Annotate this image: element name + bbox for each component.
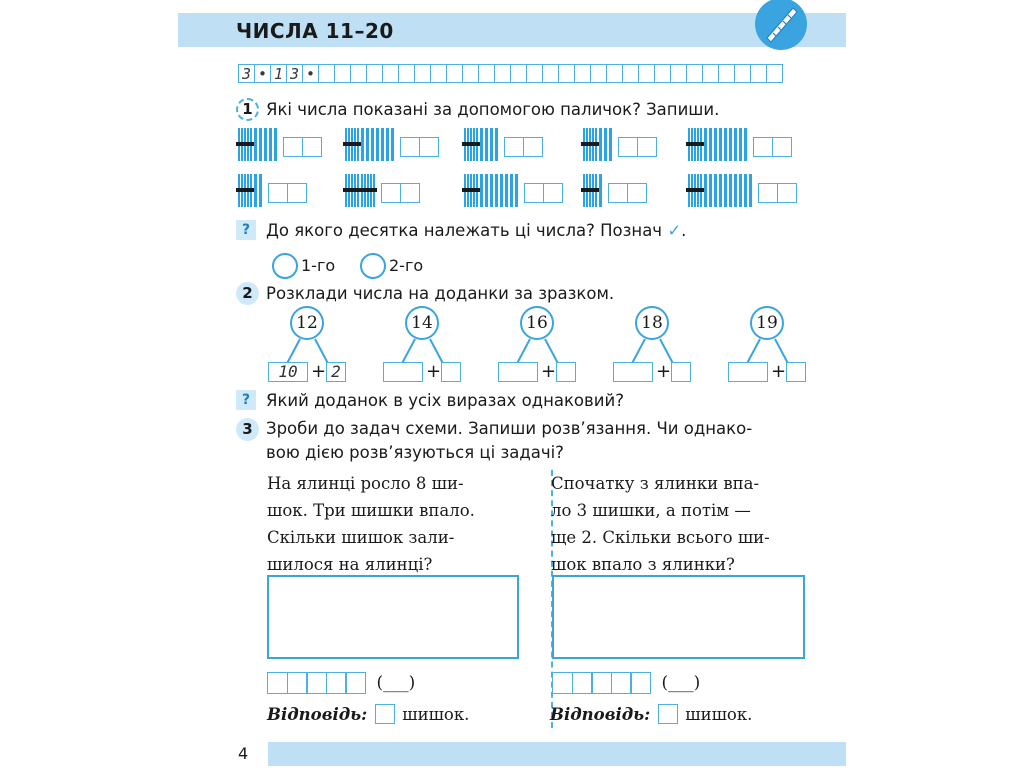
single-stick <box>490 128 493 161</box>
answer-box[interactable] <box>658 704 678 724</box>
option-1-radio[interactable] <box>272 253 298 279</box>
workbook-page <box>178 0 846 768</box>
answer-cells <box>608 183 645 203</box>
answer-cell[interactable] <box>543 183 563 203</box>
single-stick <box>485 128 488 161</box>
tree-left-box[interactable]: 10 <box>268 362 308 382</box>
stick-group <box>238 174 305 207</box>
answer-cell[interactable] <box>268 183 288 203</box>
stick-bundle <box>238 174 252 207</box>
answer-cell[interactable] <box>608 183 628 203</box>
single-stick <box>719 174 722 207</box>
grid-cell[interactable] <box>334 64 351 83</box>
answer-cell[interactable] <box>504 137 524 157</box>
grid-cell[interactable] <box>638 64 655 83</box>
problem-2-answer <box>550 704 752 724</box>
solution-cell[interactable] <box>326 672 347 694</box>
stick-bundle <box>464 174 478 207</box>
stick-group <box>688 128 790 161</box>
plus-sign: + <box>311 361 327 382</box>
stick-bundle <box>688 174 702 207</box>
tree-number: 18 <box>635 306 669 340</box>
single-stick <box>381 128 384 161</box>
single-stick <box>495 128 498 161</box>
problem-1-line: Скільки шишок зали- <box>267 528 455 547</box>
single-stick <box>739 174 742 207</box>
answer-cells <box>283 137 320 157</box>
solution-cell[interactable] <box>552 672 573 694</box>
single-stick <box>376 128 379 161</box>
single-stick <box>361 128 364 161</box>
task1-text: Які числа показані за допомогою паличок? Запиши. <box>266 100 720 119</box>
answer-cells <box>753 137 790 157</box>
single-stick <box>599 174 602 207</box>
plus-sign: + <box>656 361 672 382</box>
grid-cell[interactable] <box>574 64 591 83</box>
grid-cell[interactable] <box>702 64 719 83</box>
grid-cell[interactable]: 3 <box>286 64 303 83</box>
grid-cell[interactable]: • <box>302 64 319 83</box>
stick-bundle <box>238 128 252 161</box>
grid-cell[interactable] <box>366 64 383 83</box>
single-stick <box>254 174 257 207</box>
stick-group <box>583 128 655 161</box>
solution-cell[interactable] <box>591 672 612 694</box>
problem-2-line: шок впало з ялинки? <box>551 555 735 574</box>
number-tree <box>385 306 475 382</box>
answer-unit: шишок. <box>402 704 470 724</box>
answer-cell[interactable] <box>400 137 420 157</box>
answer-cell[interactable] <box>287 183 307 203</box>
stick-group <box>238 128 320 161</box>
tree-left-box[interactable] <box>383 362 423 382</box>
stick-group <box>345 128 437 161</box>
problem-2-text <box>551 470 805 578</box>
solution-cell[interactable] <box>611 672 632 694</box>
grid-cell[interactable] <box>318 64 335 83</box>
answer-cell[interactable] <box>758 183 778 203</box>
answer-label: Відповідь: <box>550 704 651 724</box>
answer-cell[interactable] <box>400 183 420 203</box>
option-1-label: 1-го <box>301 256 336 275</box>
problem-2-line: ще 2. Скільки всього ши- <box>551 528 770 547</box>
answer-cell[interactable] <box>523 137 543 157</box>
single-stick <box>709 174 712 207</box>
page-title: ЧИСЛА 11–20 <box>236 19 394 43</box>
grid-cell[interactable] <box>478 64 495 83</box>
single-stick <box>371 128 374 161</box>
single-stick <box>744 174 747 207</box>
grid-cell[interactable]: 1 <box>270 64 287 83</box>
answer-cell[interactable] <box>627 183 647 203</box>
grid-cell[interactable] <box>382 64 399 83</box>
tree-branch <box>746 339 761 365</box>
problem-2-line: Спочатку з ялинки впа- <box>551 474 760 493</box>
stick-bundle <box>345 128 359 161</box>
number-tree <box>730 306 820 382</box>
single-stick <box>604 128 607 161</box>
unit-blank: (___) <box>661 673 701 693</box>
grid-cell[interactable] <box>670 64 687 83</box>
question-badge: ? <box>236 390 256 410</box>
question1-label: До якого десятка належать ці числа? Познач <box>266 221 663 240</box>
single-stick <box>259 174 262 207</box>
grid-cell[interactable] <box>590 64 607 83</box>
tree-right-box[interactable] <box>786 362 806 382</box>
footer-band <box>268 742 846 766</box>
single-stick <box>500 174 503 207</box>
tree-number: 19 <box>750 306 784 340</box>
answer-cell[interactable] <box>772 137 792 157</box>
single-stick <box>729 174 732 207</box>
plus-sign: + <box>771 361 787 382</box>
stick-group <box>688 174 795 207</box>
grid-cell[interactable] <box>430 64 447 83</box>
plus-sign: + <box>426 361 442 382</box>
tree-right-box[interactable] <box>671 362 691 382</box>
question-badge: ? <box>236 220 256 240</box>
grid-cell[interactable] <box>622 64 639 83</box>
problem-1-line: шок. Три шишки впало. <box>267 501 475 520</box>
problem-1-answer <box>267 704 469 724</box>
single-stick <box>515 174 518 207</box>
single-stick <box>734 128 737 161</box>
single-stick <box>724 174 727 207</box>
grid-cell[interactable] <box>446 64 463 83</box>
single-stick <box>510 174 513 207</box>
task3-text-line1: Зроби до задач схеми. Запиши розв’язання. Чи однако- <box>266 419 753 438</box>
grid-cell[interactable] <box>462 64 479 83</box>
question2-text: Який доданок в усіх виразах однаковий? <box>266 391 624 410</box>
problem-1-solution-row <box>267 672 415 694</box>
tree-left-box[interactable] <box>613 362 653 382</box>
stick-bundle <box>345 174 359 207</box>
solution-cell[interactable] <box>287 672 308 694</box>
answer-cell[interactable] <box>381 183 401 203</box>
stick-bundle <box>583 128 597 161</box>
single-stick <box>391 128 394 161</box>
answer-unit: шишок. <box>685 704 753 724</box>
writing-practice-row <box>238 64 782 83</box>
tree-right-box[interactable] <box>441 362 461 382</box>
grid-cell[interactable] <box>606 64 623 83</box>
answer-cell[interactable] <box>618 137 638 157</box>
single-stick <box>599 128 602 161</box>
plus-sign: + <box>541 361 557 382</box>
task2-text: Розклади числа на доданки за зразком. <box>266 284 615 303</box>
stick-group <box>464 128 541 161</box>
single-stick <box>495 174 498 207</box>
solution-cell[interactable] <box>572 672 593 694</box>
single-stick <box>485 174 488 207</box>
task-number-badge: 2 <box>236 282 259 305</box>
single-stick <box>734 174 737 207</box>
single-stick <box>609 128 612 161</box>
question1-text <box>266 218 686 244</box>
single-stick <box>714 128 717 161</box>
single-stick <box>505 174 508 207</box>
stick-group <box>464 174 561 207</box>
solution-cell[interactable] <box>267 672 288 694</box>
single-stick <box>739 128 742 161</box>
answer-cells <box>758 183 795 203</box>
tree-number: 12 <box>290 306 324 340</box>
stick-bundle <box>361 174 375 207</box>
single-stick <box>480 174 483 207</box>
check-mark-icon: ✓ <box>667 221 682 240</box>
answer-cells <box>618 137 655 157</box>
single-stick <box>366 128 369 161</box>
grid-cell[interactable] <box>734 64 751 83</box>
answer-cells <box>381 183 418 203</box>
answer-cells <box>504 137 541 157</box>
single-stick <box>744 128 747 161</box>
grid-cell[interactable] <box>398 64 415 83</box>
problem-2-scheme-box[interactable] <box>552 575 805 659</box>
task-number-badge: 1 <box>236 98 259 121</box>
grid-cell[interactable]: 3 <box>238 64 255 83</box>
single-stick <box>729 128 732 161</box>
grid-cell[interactable]: • <box>254 64 271 83</box>
tree-branch <box>286 339 301 365</box>
unit-blank: (___) <box>376 673 416 693</box>
tree-right-box[interactable]: 2 <box>326 362 346 382</box>
task-number-badge: 3 <box>236 418 259 441</box>
tree-branch <box>401 339 416 365</box>
tree-right-box[interactable] <box>556 362 576 382</box>
answer-cell[interactable] <box>637 137 657 157</box>
grid-cell[interactable] <box>750 64 767 83</box>
option-2-radio[interactable] <box>360 253 386 279</box>
answer-cell[interactable] <box>302 137 322 157</box>
grid-cell[interactable] <box>510 64 527 83</box>
single-stick <box>264 128 267 161</box>
solution-cell[interactable] <box>630 672 651 694</box>
single-stick <box>724 128 727 161</box>
single-stick <box>259 128 262 161</box>
problem-1-line: На ялинці росло 8 ши- <box>267 474 464 493</box>
grid-cell[interactable] <box>526 64 543 83</box>
problem-1-line: шилося на ялинці? <box>267 555 433 574</box>
grid-cell[interactable] <box>558 64 575 83</box>
answer-label: Відповідь: <box>267 704 368 724</box>
problem-1-text <box>267 470 519 578</box>
answer-cells <box>524 183 561 203</box>
tree-branch <box>631 339 646 365</box>
grid-cell[interactable] <box>414 64 431 83</box>
ruler-triangle-icon <box>753 0 809 52</box>
problem-2-line: ло 3 шишки, а потім — <box>551 501 751 520</box>
solution-cell[interactable] <box>345 672 366 694</box>
grid-cell[interactable] <box>766 64 783 83</box>
answer-cell[interactable] <box>283 137 303 157</box>
question1-end: . <box>681 221 687 240</box>
single-stick <box>704 174 707 207</box>
grid-cell[interactable] <box>686 64 703 83</box>
stick-group <box>583 174 645 207</box>
answer-cell[interactable] <box>753 137 773 157</box>
answer-cells <box>268 183 305 203</box>
single-stick <box>704 128 707 161</box>
single-stick <box>274 128 277 161</box>
answer-cells <box>400 137 437 157</box>
option-2-label: 2-го <box>389 256 424 275</box>
page-number: 4 <box>238 744 249 763</box>
grid-cell[interactable] <box>494 64 511 83</box>
single-stick <box>749 174 752 207</box>
single-stick <box>714 174 717 207</box>
grid-cell[interactable] <box>350 64 367 83</box>
answer-cell[interactable] <box>419 137 439 157</box>
solution-cell[interactable] <box>306 672 327 694</box>
single-stick <box>254 128 257 161</box>
number-tree <box>270 306 360 382</box>
tree-branch <box>516 339 531 365</box>
grid-cell[interactable] <box>654 64 671 83</box>
stick-bundle <box>464 128 478 161</box>
stick-bundle <box>688 128 702 161</box>
single-stick <box>719 128 722 161</box>
answer-cell[interactable] <box>524 183 544 203</box>
answer-box[interactable] <box>375 704 395 724</box>
grid-cell[interactable] <box>542 64 559 83</box>
grid-cell[interactable] <box>718 64 735 83</box>
tree-left-box[interactable] <box>728 362 768 382</box>
number-tree <box>615 306 705 382</box>
task3-text-line2: вою дією розв’язуються ці задачі? <box>266 443 564 462</box>
stick-bundle <box>583 174 597 207</box>
single-stick <box>269 128 272 161</box>
problem-2-solution-row <box>552 672 700 694</box>
single-stick <box>480 128 483 161</box>
tree-number: 16 <box>520 306 554 340</box>
single-stick <box>709 128 712 161</box>
single-stick <box>386 128 389 161</box>
stick-group <box>345 174 418 207</box>
number-tree <box>500 306 590 382</box>
tree-number: 14 <box>405 306 439 340</box>
problem-1-scheme-box[interactable] <box>267 575 519 659</box>
tree-left-box[interactable] <box>498 362 538 382</box>
answer-cell[interactable] <box>777 183 797 203</box>
single-stick <box>490 174 493 207</box>
